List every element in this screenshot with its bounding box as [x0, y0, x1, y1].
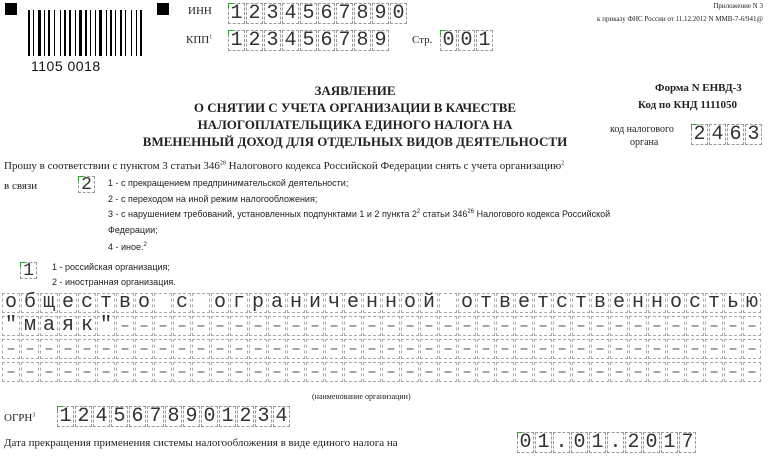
- org-name-cell: –: [648, 339, 666, 359]
- org-name-cell: –: [363, 316, 381, 336]
- inn-cell: 7: [336, 3, 353, 24]
- org-name-cell: –: [686, 316, 704, 336]
- corner-marker-left: [5, 3, 17, 15]
- org-name-cell: –: [287, 339, 305, 359]
- org-name-cell: –: [610, 362, 628, 382]
- org-name-cell: ю: [743, 293, 761, 313]
- org-name-cell: й: [420, 293, 438, 313]
- kpp-cell: 2: [246, 30, 263, 51]
- ogrn-cell: 9: [183, 406, 200, 427]
- form-name: Форма N ЕНВД-3: [655, 82, 742, 94]
- org-name-cell: –: [496, 339, 514, 359]
- inn-cell: 3: [264, 3, 281, 24]
- reason-option-4: 4 - иное.$^2$: [108, 242, 147, 252]
- page-cell: 0: [458, 30, 475, 51]
- org-name-cell: –: [610, 316, 628, 336]
- org-name-cell: –: [496, 316, 514, 336]
- kpp-field[interactable]: [228, 30, 390, 51]
- org-name-cell: –: [439, 316, 457, 336]
- org-name-cell: –: [591, 362, 609, 382]
- org-name-cell: [154, 293, 172, 313]
- org-name-cell: е: [610, 293, 628, 313]
- barcode-bar: [54, 10, 55, 56]
- reason-code-field[interactable]: [78, 176, 96, 193]
- inn-cell: 2: [246, 3, 263, 24]
- org-name-cell: т: [534, 293, 552, 313]
- org-name-cell: –: [572, 362, 590, 382]
- org-name-cell: т: [705, 293, 723, 313]
- tdate-cell: 1: [661, 432, 678, 453]
- org-name-cell: н: [363, 293, 381, 313]
- org-name-cell: ": [97, 316, 115, 336]
- org-name-cell: м: [21, 316, 39, 336]
- org-name-cell: с: [173, 293, 191, 313]
- org-name-cell: –: [439, 362, 457, 382]
- org-name-cell: в: [591, 293, 609, 313]
- reason-option-3-cont: Федерации;: [108, 225, 158, 235]
- org-name-cell: –: [705, 339, 723, 359]
- ogrn-cell: 4: [273, 406, 290, 427]
- org-name-cell: –: [420, 316, 438, 336]
- form-title-line: ВМЕНЕННЫЙ ДОХОД ДЛЯ ОТДЕЛЬНЫХ ВИДОВ ДЕЯТЕЛЬНОСТИ: [142, 134, 568, 149]
- org-name-cell: –: [458, 316, 476, 336]
- org-name-row: [2, 293, 769, 314]
- org-name-cell: –: [648, 362, 666, 382]
- org-name-cell: –: [135, 362, 153, 382]
- barcode-bar: [115, 10, 116, 56]
- tdate-cell: 1: [589, 432, 606, 453]
- org-name-cell: –: [439, 339, 457, 359]
- org-name-cell: –: [401, 316, 419, 336]
- barcode-bar: [140, 10, 142, 56]
- termination-label: Дата прекращения применения системы налогообложения в виде единого налога на: [4, 437, 398, 449]
- org-name-cell: –: [553, 316, 571, 336]
- barcode-bar: [48, 10, 50, 56]
- barcode-bar: [44, 10, 45, 56]
- org-name-cell: –: [515, 316, 533, 336]
- org-name-cell: –: [173, 316, 191, 336]
- org-name-cell: –: [534, 316, 552, 336]
- org-type-option-2: 2 - иностранная организация.: [52, 277, 176, 287]
- kpp-label: КПП$^1$: [186, 34, 213, 46]
- org-name-cell: –: [477, 339, 495, 359]
- org-name-cell: –: [325, 362, 343, 382]
- kpp-cell: 5: [300, 30, 317, 51]
- org-name-cell: –: [116, 362, 134, 382]
- org-name-caption: (наименование организации): [312, 392, 411, 401]
- org-name-cell: к: [78, 316, 96, 336]
- org-name-cell: н: [382, 293, 400, 313]
- org-name-cell: щ: [40, 293, 58, 313]
- org-name-cell: –: [591, 316, 609, 336]
- org-name-cell: –: [534, 339, 552, 359]
- ogrn-cell: 7: [147, 406, 164, 427]
- org-name-cell: –: [344, 362, 362, 382]
- org-name-cell: –: [249, 339, 267, 359]
- org-name-cell: а: [40, 316, 58, 336]
- org-name-cell: –: [515, 362, 533, 382]
- tdate-cell: 2: [625, 432, 642, 453]
- org-name-cell: –: [496, 362, 514, 382]
- org-name-cell: –: [21, 362, 39, 382]
- org-name-cell: –: [705, 362, 723, 382]
- org-name-cell: –: [382, 316, 400, 336]
- org-name-cell: –: [268, 339, 286, 359]
- barcode-bar: [33, 10, 34, 56]
- org-name-cell: с: [553, 293, 571, 313]
- inn-cell: 8: [354, 3, 371, 24]
- page-label: Стр.: [412, 34, 433, 46]
- org-name-cell: [439, 293, 457, 313]
- barcode-bar: [110, 10, 112, 56]
- org-name-cell: –: [268, 362, 286, 382]
- appendix-line-1: Приложение N 3: [713, 2, 763, 10]
- org-name-cell: –: [667, 339, 685, 359]
- org-name-cell: –: [192, 339, 210, 359]
- ogrn-cell: 1: [57, 406, 74, 427]
- inn-label: ИНН: [188, 5, 212, 17]
- org-name-cell: –: [306, 316, 324, 336]
- taxorg-cell: 6: [727, 124, 744, 145]
- reason-option-1: 1 - с прекращением предпринимательской деятельности;: [108, 178, 349, 188]
- org-name-cell: –: [230, 316, 248, 336]
- org-name-cell: –: [97, 362, 115, 382]
- kpp-cell: 3: [264, 30, 281, 51]
- org-name-cell: –: [135, 316, 153, 336]
- org-name-cell: н: [287, 293, 305, 313]
- org-name-cell: –: [572, 339, 590, 359]
- tax-org-code-field[interactable]: [691, 124, 763, 145]
- knd-code: Код по КНД 1111050: [638, 99, 738, 111]
- org-name-cell: и: [306, 293, 324, 313]
- org-name-row: [2, 362, 769, 383]
- barcode-bar: [64, 10, 66, 56]
- org-name-cell: –: [724, 339, 742, 359]
- request-text: Прошу в соответствии с пунктом 3 статьи $346^{28}$ Налогового кодекса Российской Федерации снять с учета организацию$^2$: [4, 160, 565, 172]
- org-name-cell: –: [629, 316, 647, 336]
- org-name-cell: р: [249, 293, 267, 313]
- org-name-cell: о: [2, 293, 20, 313]
- org-name-cell: –: [230, 339, 248, 359]
- ogrn-cell: 0: [201, 406, 218, 427]
- page-number-field[interactable]: [440, 30, 494, 51]
- ogrn-cell: 2: [75, 406, 92, 427]
- org-name-cell: –: [401, 339, 419, 359]
- org-name-cell: о: [135, 293, 153, 313]
- corner-marker-right: [157, 3, 169, 15]
- barcode-bar: [79, 10, 82, 56]
- org-name-cell: т: [97, 293, 115, 313]
- org-name-cell: е: [515, 293, 533, 313]
- org-name-cell: –: [344, 316, 362, 336]
- org-name-cell: –: [572, 316, 590, 336]
- org-name-cell: н: [648, 293, 666, 313]
- form-title-line: НАЛОГОПЛАТЕЛЬЩИКА ЕДИНОГО НАЛОГА НА: [197, 117, 513, 132]
- tdate-cell: .: [607, 432, 624, 453]
- barcode-bar: [106, 10, 107, 56]
- inn-cell: 6: [318, 3, 335, 24]
- org-name-cell: с: [686, 293, 704, 313]
- org-name-cell: б: [21, 293, 39, 313]
- barcode: [28, 10, 146, 60]
- kpp-cell: 7: [336, 30, 353, 51]
- org-name-cell: –: [382, 339, 400, 359]
- org-name-cell: –: [534, 362, 552, 382]
- ogrn-cell: 1: [219, 406, 236, 427]
- org-name-cell: –: [705, 316, 723, 336]
- inn-field[interactable]: [228, 3, 408, 24]
- org-name-cell: –: [477, 362, 495, 382]
- org-name-cell: –: [686, 362, 704, 382]
- barcode-bar: [131, 10, 132, 56]
- org-name-cell: –: [2, 362, 20, 382]
- ogrn-cell: 3: [255, 406, 272, 427]
- org-name-cell: –: [363, 362, 381, 382]
- org-name-cell: –: [154, 316, 172, 336]
- tax-org-label-2: органа: [630, 137, 659, 148]
- org-name-cell: т: [572, 293, 590, 313]
- org-name-cell: –: [306, 362, 324, 382]
- tdate-cell: 0: [517, 432, 534, 453]
- org-name-cell: –: [743, 339, 761, 359]
- org-name-cell: г: [230, 293, 248, 313]
- org-name-cell: –: [78, 339, 96, 359]
- org-name-cell: –: [230, 362, 248, 382]
- org-name-cell: –: [211, 316, 229, 336]
- page-cell: 1: [476, 30, 493, 51]
- org-name-cell: –: [553, 362, 571, 382]
- org-name-cell: –: [154, 362, 172, 382]
- org-name-cell: –: [553, 339, 571, 359]
- kpp-cell: 9: [372, 30, 389, 51]
- kpp-cell: 8: [354, 30, 371, 51]
- barcode-bar: [60, 10, 61, 56]
- org-name-cell: о: [667, 293, 685, 313]
- barcode-number: 1105 0018: [31, 58, 101, 74]
- org-name-cell: –: [667, 362, 685, 382]
- org-name-cell: –: [325, 339, 343, 359]
- barcode-bar: [38, 10, 41, 56]
- barcode-bar: [75, 10, 76, 56]
- barcode-bar: [125, 10, 126, 56]
- kpp-cell: 4: [282, 30, 299, 51]
- org-name-cell: –: [458, 362, 476, 382]
- org-name-cell: –: [325, 316, 343, 336]
- barcode-bar: [120, 10, 122, 56]
- org-name-cell: –: [173, 362, 191, 382]
- org-name-cell: –: [306, 339, 324, 359]
- org-name-cell: о: [211, 293, 229, 313]
- org-name-cell: –: [420, 362, 438, 382]
- tax-org-label-1: код налогового: [610, 124, 674, 135]
- org-name-cell: –: [287, 362, 305, 382]
- org-name-cell: в: [496, 293, 514, 313]
- ogrn-cell: 5: [111, 406, 128, 427]
- tdate-cell: 0: [643, 432, 660, 453]
- org-name-cell: –: [344, 339, 362, 359]
- kpp-cell: 6: [318, 30, 335, 51]
- form-title-line: ЗАЯВЛЕНИЕ: [314, 83, 396, 98]
- inn-cell: 5: [300, 3, 317, 24]
- barcode-bar: [136, 10, 137, 56]
- inn-cell: 4: [282, 3, 299, 24]
- ogrn-label: ОГРН$^3$: [4, 412, 36, 424]
- appendix-line-2: к приказу ФНС России от 11.12.2012 N ММВ-7-6/941@: [597, 15, 763, 23]
- org-name-cell: –: [724, 362, 742, 382]
- org-name-cell: –: [192, 362, 210, 382]
- org-name-cell: –: [40, 339, 58, 359]
- org-name-cell: –: [401, 362, 419, 382]
- barcode-bar: [69, 10, 71, 56]
- org-name-cell: а: [268, 293, 286, 313]
- org-name-cell: –: [173, 339, 191, 359]
- org-name-cell: –: [2, 339, 20, 359]
- org-name-cell: –: [743, 316, 761, 336]
- org-name-cell: ч: [325, 293, 343, 313]
- tdate-cell: 1: [535, 432, 552, 453]
- org-name-cell: –: [629, 339, 647, 359]
- org-name-cell: н: [629, 293, 647, 313]
- org-name-cell: –: [629, 362, 647, 382]
- org-name-cell: с: [78, 293, 96, 313]
- ogrn-cell: 6: [129, 406, 146, 427]
- org-type-option-1: 1 - российская организация;: [52, 262, 170, 272]
- org-name-cell: –: [78, 362, 96, 382]
- barcode-bar: [95, 10, 96, 56]
- barcode-bar: [90, 10, 91, 56]
- ogrn-cell: 4: [93, 406, 110, 427]
- kpp-footnote: 1: [209, 34, 213, 41]
- taxorg-cell: 4: [709, 124, 726, 145]
- reason-cell: 2: [78, 176, 95, 193]
- org-name-cell: ь: [724, 293, 742, 313]
- org-name-cell: е: [344, 293, 362, 313]
- org-name-cell: –: [477, 316, 495, 336]
- org-name-cell: –: [211, 339, 229, 359]
- org-name-cell: –: [154, 339, 172, 359]
- tdate-cell: 0: [571, 432, 588, 453]
- taxorg-cell: 3: [745, 124, 762, 145]
- org-name-cell: я: [59, 316, 77, 336]
- ogrn-field[interactable]: [57, 406, 291, 427]
- org-name-cell: –: [420, 339, 438, 359]
- barcode-bar: [99, 10, 102, 56]
- org-name-row: [2, 316, 769, 337]
- reason-label: в связи: [4, 180, 38, 192]
- termination-date-field[interactable]: [517, 432, 697, 453]
- orgtype-cell: 1: [20, 262, 37, 279]
- org-name-cell: –: [40, 362, 58, 382]
- org-name-cell: –: [59, 339, 77, 359]
- tdate-cell: 7: [679, 432, 696, 453]
- org-name-cell: –: [648, 316, 666, 336]
- org-name-cell: –: [382, 362, 400, 382]
- barcode-bar: [85, 10, 87, 56]
- org-name-cell: е: [59, 293, 77, 313]
- inn-cell: 0: [390, 3, 407, 24]
- org-name-cell: –: [192, 316, 210, 336]
- org-name-cell: –: [116, 316, 134, 336]
- org-name-cell: о: [401, 293, 419, 313]
- kpp-cell: 1: [228, 30, 245, 51]
- org-type-field[interactable]: [20, 262, 38, 279]
- org-name-cell: ": [2, 316, 20, 336]
- page-cell: 0: [440, 30, 457, 51]
- org-name-cell: –: [686, 339, 704, 359]
- org-name-cell: в: [116, 293, 134, 313]
- org-name-cell: –: [249, 316, 267, 336]
- org-name-cell: [192, 293, 210, 313]
- org-name-cell: –: [249, 362, 267, 382]
- org-name-cell: –: [458, 339, 476, 359]
- org-name-cell: т: [477, 293, 495, 313]
- org-name-cell: –: [287, 316, 305, 336]
- form-title: [120, 82, 590, 150]
- reason-option-3: 3 - с нарушением требований, установленных подпунктами 1 и 2 пункта $2^2$ статьи $346^{26}$ Налогового кодекса Российской: [108, 209, 611, 219]
- barcode-bar: [28, 10, 30, 56]
- org-name-cell: –: [97, 339, 115, 359]
- inn-cell: 1: [228, 3, 245, 24]
- org-name-cell: –: [59, 362, 77, 382]
- org-name-cell: –: [610, 339, 628, 359]
- org-name-cell: –: [21, 339, 39, 359]
- org-name-cell: –: [724, 316, 742, 336]
- org-name-cell: –: [135, 339, 153, 359]
- org-name-cell: о: [458, 293, 476, 313]
- org-name-cell: –: [363, 339, 381, 359]
- form-title-line: О СНЯТИИ С УЧЕТА ОРГАНИЗАЦИИ В КАЧЕСТВЕ: [193, 100, 517, 115]
- org-name-row: [2, 339, 769, 360]
- org-name-cell: –: [515, 339, 533, 359]
- ogrn-cell: 2: [237, 406, 254, 427]
- reason-option-2: 2 - с переходом на иной режим налогообложения;: [108, 194, 318, 204]
- tdate-cell: .: [553, 432, 570, 453]
- org-name-cell: –: [211, 362, 229, 382]
- org-name-cell: –: [743, 362, 761, 382]
- org-name-cell: –: [268, 316, 286, 336]
- ogrn-cell: 8: [165, 406, 182, 427]
- taxorg-cell: 2: [691, 124, 708, 145]
- org-name-cell: –: [116, 339, 134, 359]
- org-name-cell: –: [667, 316, 685, 336]
- inn-cell: 9: [372, 3, 389, 24]
- org-name-cell: –: [591, 339, 609, 359]
